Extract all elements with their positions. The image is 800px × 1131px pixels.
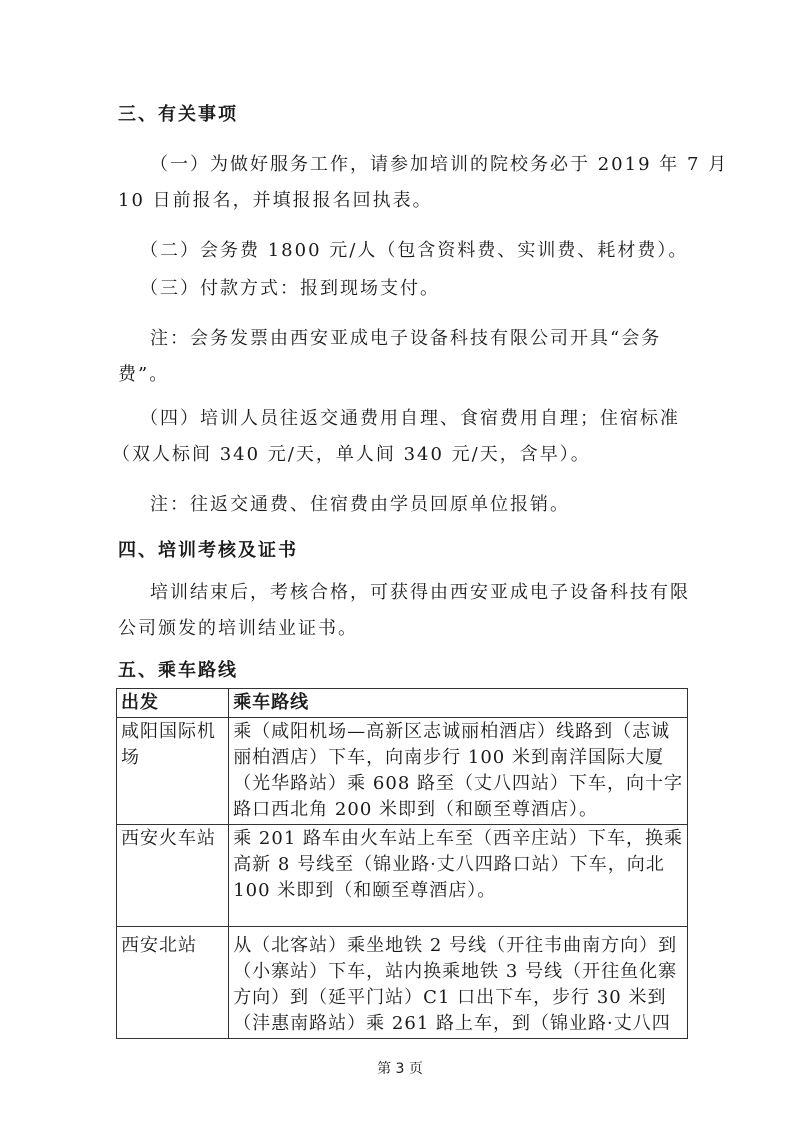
route-table	[116, 688, 688, 1039]
table-row	[117, 825, 688, 927]
route-cell	[229, 718, 688, 825]
origin-text: 西安北站	[121, 935, 197, 956]
item-4-line-2: （双人标间 340 元/天，单人间 340 元/天，含早）。	[112, 444, 591, 465]
route-text: 100 米即到（和颐至尊酒店）。	[233, 880, 497, 901]
section-4-line-1: 培训结束后，考核合格，可获得由西安亚成电子设备科技有限	[150, 582, 690, 603]
route-text: 乘 201 路车由火车站上车至（西辛庄站）下车，换乘	[233, 828, 683, 849]
note-1-line-2: 费”。	[118, 364, 170, 385]
route-cell	[229, 927, 688, 1039]
route-text: 路口西北角 200 米即到（和颐至尊酒店）。	[233, 799, 598, 820]
section-4-heading: 四、培训考核及证书	[118, 540, 298, 561]
origin-cell	[117, 927, 229, 1039]
origin-cell	[117, 825, 229, 927]
route-text: 高新 8 号线至（锦业路·丈八四路口站）下车，向北	[233, 854, 665, 875]
route-text: 丽柏酒店）下车，向南步行 100 米到南洋国际大厦	[233, 747, 664, 768]
section-4-line-2: 公司颁发的培训结业证书。	[118, 618, 358, 639]
header-route: 乘车路线	[229, 689, 688, 718]
item-2: （二）会务费 1800 元/人（包含资料费、实训费、耗材费）。	[140, 240, 689, 261]
route-text: （小寨站）下车，站内换乘地铁 3 号线（开往鱼化寨	[233, 961, 678, 982]
route-text: 乘（咸阳机场—高新区志诚丽柏酒店）线路到（志诚	[233, 721, 671, 742]
origin-text: 场	[121, 747, 140, 768]
table-row	[117, 718, 688, 825]
header-origin: 出发	[117, 689, 229, 718]
table-header-row	[117, 689, 688, 718]
route-text: 方向）到（延平门站）C1 口出下车，步行 30 米到	[233, 987, 667, 1008]
route-cell	[229, 825, 688, 927]
item-1-line-2: 10 日前报名，并填报报名回执表。	[118, 190, 433, 211]
item-1-line-1: （一）为做好服务工作，请参加培训的院校务必于 2019 年 7 月	[150, 154, 729, 175]
origin-cell	[117, 718, 229, 825]
section-3-heading: 三、有关事项	[118, 104, 238, 125]
section-5-heading: 五、乘车路线	[118, 660, 238, 681]
route-text: （沣惠南路站）乘 261 路上车，到（锦业路·丈八四	[233, 1013, 671, 1034]
route-text: （光华路站）乘 608 路至（丈八四站）下车，向十字	[233, 773, 683, 794]
route-text: 从（北客站）乘坐地铁 2 号线（开往韦曲南方向）到	[233, 935, 678, 956]
table-row	[117, 927, 688, 1039]
origin-text: 咸阳国际机	[121, 721, 216, 742]
note-2: 注：往返交通费、住宿费由学员回原单位报销。	[150, 494, 570, 515]
item-4-line-1: （四）培训人员往返交通费用自理、食宿费用自理；住宿标准	[140, 408, 680, 429]
item-3: （三）付款方式：报到现场支付。	[140, 278, 440, 299]
note-1-line-1: 注：会务发票由西安亚成电子设备科技有限公司开具“会务	[150, 328, 662, 349]
page-number: 第 3 页	[377, 1061, 423, 1077]
origin-text: 西安火车站	[121, 828, 216, 849]
